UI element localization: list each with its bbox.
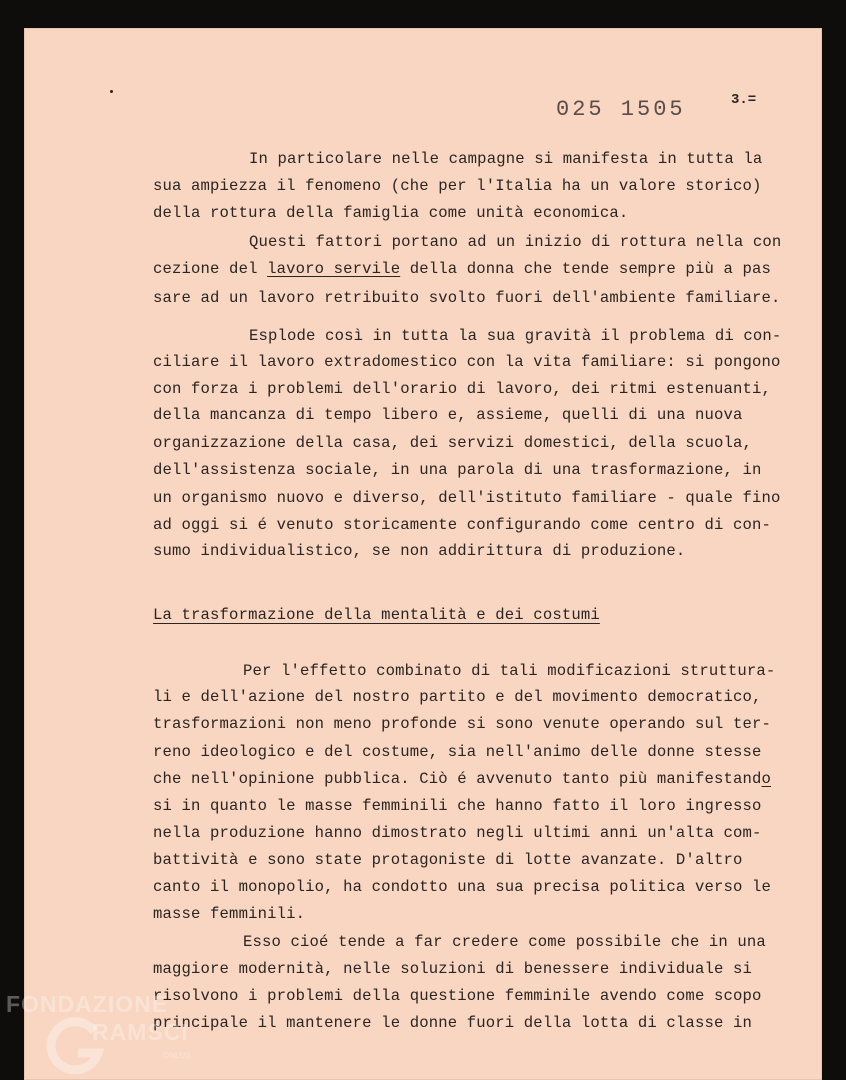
text-line: con forza i problemi dell'orario di lavoro, dei ritmi estenuanti, — [153, 380, 772, 398]
text-line: principale il mantenere le donne fuori della lotta di classe in — [153, 1014, 752, 1032]
text-line: della rottura della famiglia come unità economica. — [153, 204, 629, 222]
text-line: ad oggi si é venuto storicamente configurando come centro di con- — [153, 516, 772, 534]
watermark-line3: ONLUS — [163, 1051, 191, 1060]
underlined-letter: o — [761, 770, 772, 788]
text-line: sare ad un lavoro retribuito svolto fuori dell'ambiente familiare. — [153, 289, 781, 307]
text-line: Questi fattori portano ad un inizio di rottura nella con — [249, 233, 782, 251]
text-line: risolvono i problemi della questione femminile avendo come scopo — [153, 987, 762, 1005]
text-line: canto il monopolio, ha condotto una sua precisa politica verso le — [153, 878, 772, 896]
page-number: 3.= — [731, 92, 757, 108]
text-line: ciliare il lavoro extradomestico con la vita familiare: si pongono — [153, 353, 781, 371]
text-line: li e dell'azione del nostro partito e del movimento democratico, — [153, 688, 762, 706]
text-line: In particolare nelle campagne si manifesta in tutta la — [249, 150, 763, 168]
text-line: sua ampiezza il fenomeno (che per l'Italia ha un valore storico) — [153, 177, 762, 195]
text-line: nella produzione hanno dimostrato negli ultimi anni un'alta com- — [153, 824, 762, 842]
text-line: maggiore modernità, nelle soluzioni di benessere individuale si — [153, 960, 752, 978]
text-line: reno ideologico e del costume, sia nell'animo delle donne stesse — [153, 743, 762, 761]
text-line: masse femminili. — [153, 905, 306, 923]
text-line — [153, 260, 771, 278]
fondazione-gramsci-watermark — [0, 985, 210, 1080]
text-line: sumo individualistico, se non addirittura di produzione. — [153, 542, 686, 560]
text-line: dell'assistenza sociale, in una parola di una trasformazione, in — [153, 461, 762, 479]
text-line: Esplode così in tutta la sua gravità il problema di con- — [249, 327, 782, 345]
text-segment: cezione del — [153, 260, 268, 278]
underlined-phrase: lavoro servile — [267, 260, 401, 278]
ink-dot — [110, 90, 113, 93]
text-line: si in quanto le masse femminili che hanno fatto il loro ingresso — [153, 797, 762, 815]
watermark-line1: FONDAZIONE — [6, 991, 169, 1017]
watermark-line2: RAMSCI — [92, 1019, 189, 1045]
archive-number: 025 1505 — [556, 97, 686, 122]
text-line: Per l'effetto combinato di tali modificazioni struttura- — [243, 662, 776, 680]
text-line: Esso cioé tende a far credere come possibile che in una — [243, 933, 766, 951]
text-line: trasformazioni non meno profonde si sono venute operando sul ter- — [153, 715, 772, 733]
text-line: della mancanza di tempo libero e, assieme, quelli di una nuova — [153, 406, 743, 424]
section-heading: La trasformazione della mentalità e dei costumi — [153, 606, 600, 624]
text-line: battività e sono state protagoniste di lotte avanzate. D'altro — [153, 851, 743, 869]
text-line — [153, 770, 771, 788]
text-line: organizzazione della casa, dei servizi domestici, della scuola, — [153, 434, 752, 452]
text-line: un organismo nuovo e diverso, dell'istituto familiare - quale fino — [153, 489, 781, 507]
text-segment: che nell'opinione pubblica. Ciò é avvenuto tanto più manifestand — [153, 770, 762, 788]
text-segment: della donna che tende sempre più a pas — [400, 260, 772, 278]
